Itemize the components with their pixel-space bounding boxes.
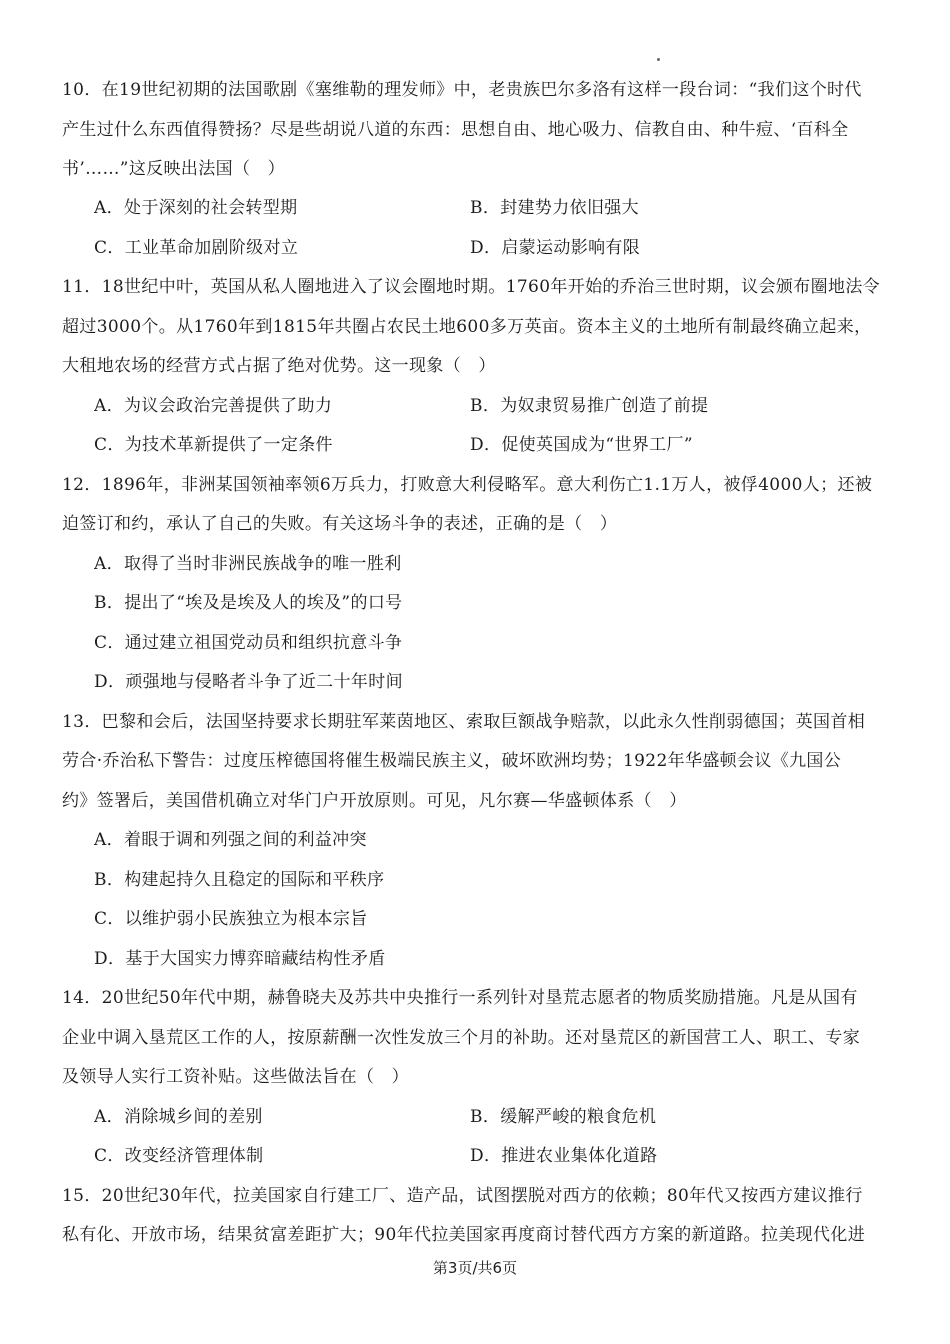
q13-option-c: C．以维护弱小民族独立为根本宗旨: [94, 909, 368, 929]
q11-option-d: D．促使英国成为“世界工厂”: [470, 435, 693, 455]
q13-option-b: B．构建起持久且稳定的国际和平秩序: [94, 870, 385, 890]
q11-option-c: C．为技术革新提供了一定条件: [94, 435, 333, 455]
q14-line-3: 及领导人实行工资补贴。这些做法旨在（ ）: [62, 1067, 409, 1087]
q10-option-b: B．封建势力依旧强大: [470, 198, 639, 218]
q15-line-2: 私有化、开放市场，结果贫富差距扩大；90年代拉美国家再度商讨替代西方方案的新道路。拉美现代化进: [62, 1225, 866, 1245]
q10-line-1: 10．在19世纪初期的法国歌剧《塞维勒的理发师》中，老贵族巴尔多洛有这样一段台词：“我们这个时代: [62, 80, 862, 100]
q10-option-d: D．启蒙运动影响有限: [470, 238, 641, 258]
q12-option-c: C．通过建立祖国党动员和组织抗意斗争: [94, 633, 403, 653]
q13-line-1: 13．巴黎和会后，法国坚持要求长期驻军莱茵地区、索取巨额战争赔款，以此永久性削弱德国；英国首相: [62, 712, 866, 732]
q15-line-1: 15．20世纪30年代，拉美国家自行建工厂、造产品，试图摆脱对西方的依赖；80年代又按西方建议推行: [62, 1186, 863, 1206]
q11-option-a: A．为议会政治完善提供了助力: [94, 396, 333, 416]
q14-line-1: 14．20世纪50年代中期，赫鲁晓夫及苏共中央推行一系列针对垦荒志愿者的物质奖励措施。凡是从国有: [62, 988, 858, 1008]
q14-option-d: D．推进农业集体化道路: [470, 1146, 658, 1166]
q14-option-b: B．缓解严峻的粮食危机: [470, 1107, 657, 1127]
q11-line-3: 大租地农场的经营方式占据了绝对优势。这一现象（ ）: [62, 356, 496, 376]
q10-line-2: 产生过什么东西值得赞扬？尽是些胡说八道的东西：思想自由、地心吸力、信教自由、种牛痘、‘百科全: [62, 120, 849, 140]
q14-option-c: C．改变经济管理体制: [94, 1146, 264, 1166]
q12-option-d: D．顽强地与侵略者斗争了近二十年时间: [94, 672, 403, 692]
q12-option-a: A．取得了当时非洲民族战争的唯一胜利: [94, 554, 402, 574]
q11-line-1: 11．18世纪中叶，英国从私人圈地进入了议会圈地时期。1760年开始的乔治三世时期，议会颁布圈地法令: [62, 277, 881, 297]
scan-speck: [657, 58, 660, 61]
q14-option-a: A．消除城乡间的差别: [94, 1107, 263, 1127]
q13-option-a: A．着眼于调和列强之间的利益冲突: [94, 830, 367, 850]
q10-line-3: 书’……”这反映出法国（ ）: [62, 159, 285, 179]
q12-option-b: B．提出了“埃及是埃及人的埃及”的口号: [94, 593, 403, 613]
q13-line-3: 约》签署后，美国借机确立对华门户开放原则。可见，凡尔赛—华盛顿体系（ ）: [62, 791, 687, 811]
q13-line-2: 劳合·乔治私下警告：过度压榨德国将催生极端民族主义，破坏欧洲均势；1922年华盛顿会议《九国公: [62, 751, 842, 771]
q10-option-c: C．工业革命加剧阶级对立: [94, 238, 299, 258]
q14-line-2: 企业中调入垦荒区工作的人，按原薪酬一次性发放三个月的补助。还对垦荒区的新国营工人、职工、专家: [62, 1028, 861, 1048]
q10-option-a: A．处于深刻的社会转型期: [94, 198, 298, 218]
q11-line-2: 超过3000个。从1760年到1815年共圈占农民土地600多万英亩。资本主义的土地所有制最终确立起来，: [62, 317, 872, 337]
q11-option-b: B．为奴隶贸易推广创造了前提: [470, 396, 709, 416]
page-number-footer: 第3页/共6页: [432, 1259, 518, 1277]
q12-line-2: 迫签订和约，承认了自己的失败。有关这场斗争的表述，正确的是（ ）: [62, 514, 618, 534]
q12-line-1: 12．1896年，非洲某国领袖率领6万兵力，打败意大利侵略军。意大利伤亡1.1万人，被俘4000人；还被: [62, 475, 873, 495]
q13-option-d: D．基于大国实力博弈暗藏结构性矛盾: [94, 949, 386, 969]
